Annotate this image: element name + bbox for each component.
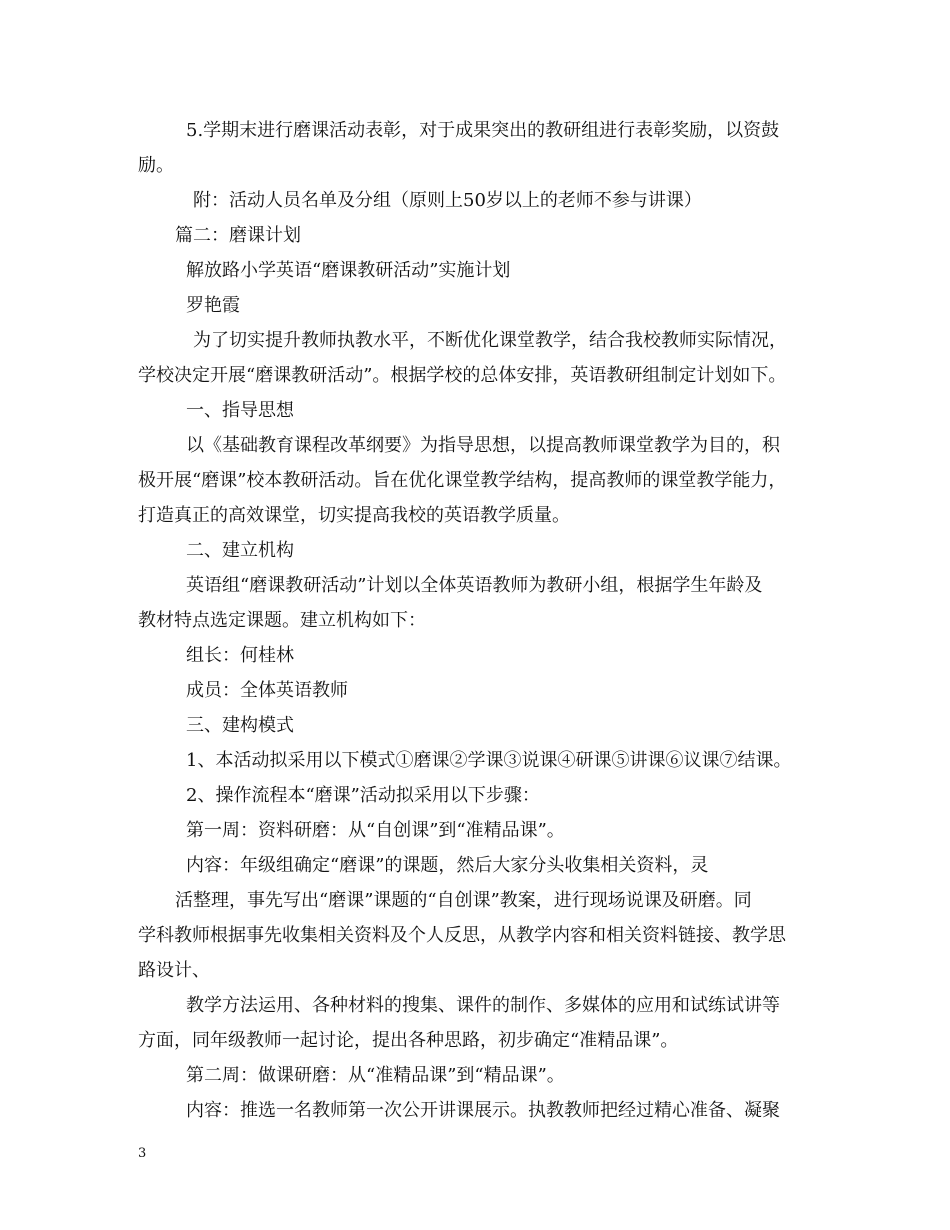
text-line: 路设计、	[138, 960, 210, 981]
text-line: 5.学期末进行磨课活动表彰，对于成果突出的教研组进行表彰奖励，以资鼓	[186, 120, 780, 141]
text-line: 内容：推选一名教师第一次公开讲课展示。执教教师把经过精心准备、凝聚	[186, 1100, 780, 1121]
text-line: 以《基础教育课程改革纲要》为指导思想，以提高教师课堂教学为目的，积	[186, 435, 780, 456]
text-line: 为了切实提升教师执教水平，不断优化课堂教学，结合我校教师实际情况，	[193, 330, 787, 351]
text-line: 励。	[138, 155, 174, 176]
text-line: 打造真正的高效课堂，切实提高我校的英语教学质量。	[138, 505, 570, 526]
text-line: 组长：何桂林	[186, 645, 294, 666]
text-line: 附：活动人员名单及分组（原则上50岁以上的老师不参与讲课）	[193, 190, 702, 211]
text-line: 教材特点选定课题。建立机构如下：	[138, 610, 426, 631]
page-number: 3	[138, 1146, 147, 1161]
text-line: 成员：全体英语教师	[186, 680, 348, 701]
text-line: 学科教师根据事先收集相关资料及个人反思，从教学内容和相关资料链接、教学思	[138, 925, 786, 946]
section-heading: 篇二：磨课计划	[175, 225, 301, 246]
section-heading: 二、建立机构	[186, 540, 294, 561]
text-line: 方面，同年级教师一起讨论，提出各种思路，初步确定“准精品课”。	[138, 1030, 679, 1051]
text-line: 极开展“磨课”校本教研活动。旨在优化课堂教学结构，提高教师的课堂教学能力，	[138, 470, 787, 491]
section-heading: 一、指导思想	[186, 400, 294, 421]
text-line: 内容：年级组确定“磨课”的课题，然后大家分头收集相关资料，灵	[186, 855, 709, 876]
text-line: 第二周：做课研磨：从“准精品课”到“精品课”。	[186, 1065, 565, 1086]
section-heading: 三、建构模式	[186, 715, 294, 736]
author-name: 罗艳霞	[186, 295, 240, 316]
text-line: 活整理，事先写出“磨课”课题的“自创课”教案，进行现场说课及研磨。同	[175, 890, 752, 911]
text-line: 英语组“磨课教研活动”计划以全体英语教师为教研小组，根据学生年龄及	[186, 575, 763, 596]
text-line: 2、操作流程本“磨课”活动拟采用以下步骤：	[186, 785, 540, 806]
document-title: 解放路小学英语“磨课教研活动”实施计划	[186, 260, 511, 281]
text-line: 教学方法运用、各种材料的搜集、课件的制作、多媒体的应用和试练试讲等	[186, 995, 780, 1016]
text-line: 1、本活动拟采用以下模式①磨课②学课③说课④研课⑤讲课⑥议课⑦结课。	[186, 750, 792, 771]
text-line: 学校决定开展“磨课教研活动”。根据学校的总体安排，英语教研组制定计划如下。	[138, 365, 787, 386]
text-line: 第一周：资料研磨：从“自创课”到“准精品课”。	[186, 820, 565, 841]
